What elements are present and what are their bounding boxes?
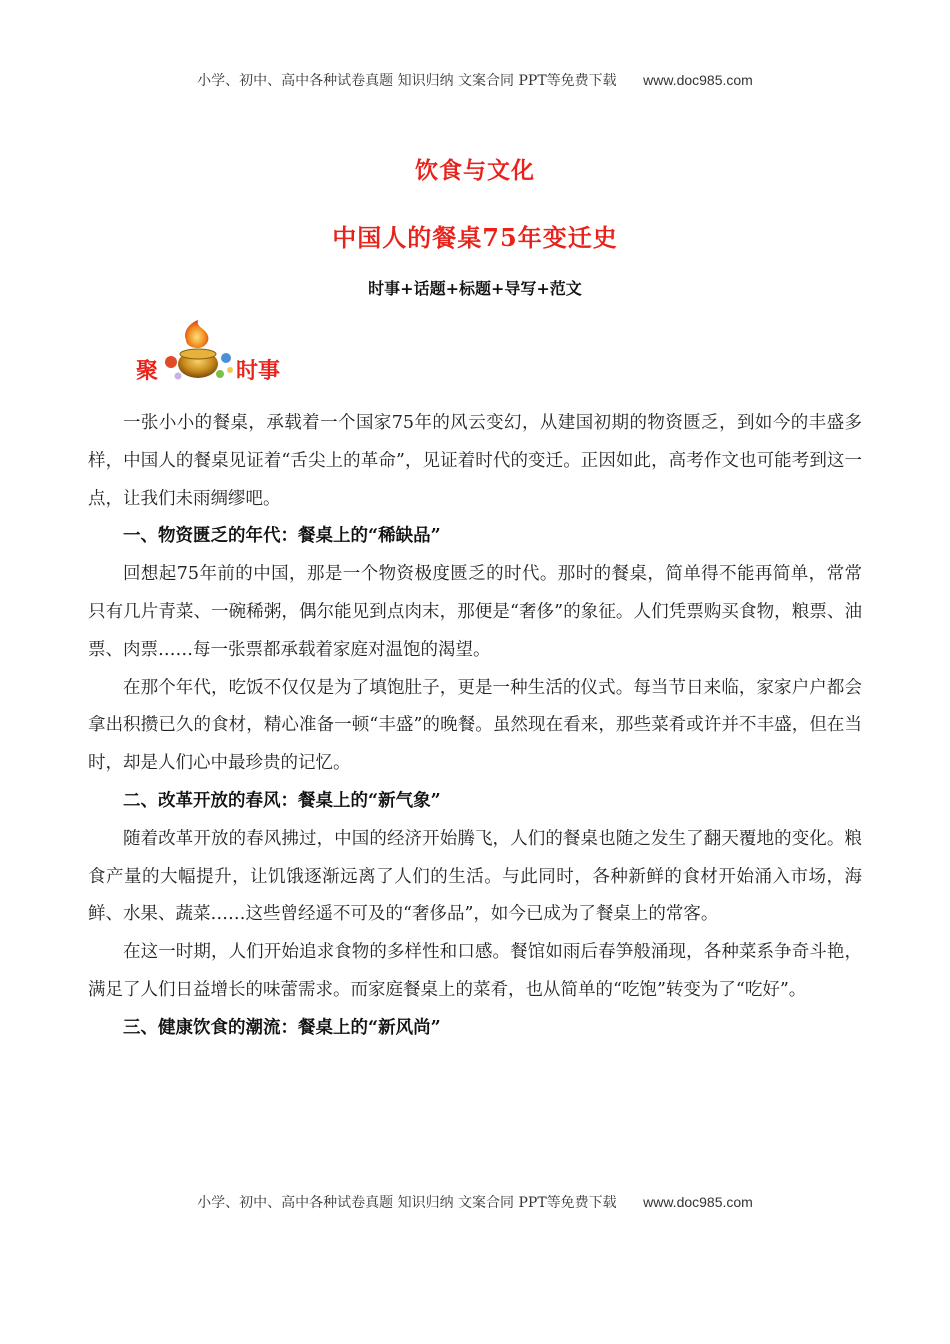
- section-heading-3: 三、健康饮食的潮流：餐桌上的“新风尚”: [123, 1017, 441, 1038]
- article-body: [88, 405, 862, 1048]
- paragraph-3: 随着改革开放的春风拂过，中国的经济开始腾飞，人们的餐桌也随之发生了翻天覆地的变化。粮食产量的大幅提升，让饥饿逐渐远离了人们的生活。与此同时，各种新鲜的食材开始涌入市场，海鲜、水果、蔬菜……这些曾经遥不可及的“奢侈品”，如今已成为了餐桌上的常客。: [88, 828, 862, 925]
- page-footer: [0, 1192, 950, 1212]
- section-heading-1: 一、物资匮乏的年代：餐桌上的“稀缺品”: [123, 526, 441, 547]
- document-tagline: 时事+话题+标题+导写+范文: [368, 279, 582, 298]
- paragraph-4: 在这一时期，人们开始追求食物的多样性和口感。餐馆如雨后春笋般涌现，各种菜系争奇斗艳，满足了人们日益增长的味蕾需求。而家庭餐桌上的菜肴，也从简单的“吃饱”转变为了“吃好”。: [88, 942, 862, 1000]
- section-label: 时事: [236, 359, 281, 384]
- footer-text: 小学、初中、高中各种试卷真题 知识归纳 文案合同 PPT等免费下载: [197, 1195, 617, 1211]
- paragraph-2: 在那个年代，吃饭不仅仅是为了填饱肚子，更是一种生活的仪式。每当节日来临，家家户户都会拿出积攒已久的食材，精心准备一顿“丰盛”的晚餐。虽然现在看来，那些菜肴或许并不丰盛，但在当时，却是人们心中最珍贵的记忆。: [88, 677, 862, 774]
- section-badge: [136, 318, 306, 390]
- document-subtitle: 中国人的餐桌75年变迁史: [332, 223, 618, 252]
- intro-paragraph: 一张小小的餐桌，承载着一个国家75年的风云变幻，从建国初期的物资匮乏，到如今的丰盛多样，中国人的餐桌见证着“舌尖上的革命”，见证着时代的变迁。正因如此，高考作文也可能考到这一点，让我们未雨绸缪吧。: [88, 413, 862, 509]
- header-text: 小学、初中、高中各种试卷真题 知识归纳 文案合同 PPT等免费下载: [197, 73, 617, 89]
- badge-character: 聚: [136, 359, 159, 384]
- document-title: 饮食与文化: [415, 157, 535, 184]
- treasure-pot-icon: [158, 318, 238, 388]
- header-url-link[interactable]: www.doc985.com: [643, 72, 753, 88]
- footer-url-link[interactable]: www.doc985.com: [643, 1194, 753, 1210]
- section-heading-2: 二、改革开放的春风：餐桌上的“新气象”: [123, 790, 441, 811]
- paragraph-1: 回想起75年前的中国，那是一个物资极度匮乏的时代。那时的餐桌，简单得不能再简单，常常只有几片青菜、一碗稀粥，偶尔能见到点肉末，那便是“奢侈”的象征。人们凭票购买食物，粮票、油票、肉票……每一张票都承载着家庭对温饱的渴望。: [88, 564, 862, 660]
- page-header: [0, 70, 950, 90]
